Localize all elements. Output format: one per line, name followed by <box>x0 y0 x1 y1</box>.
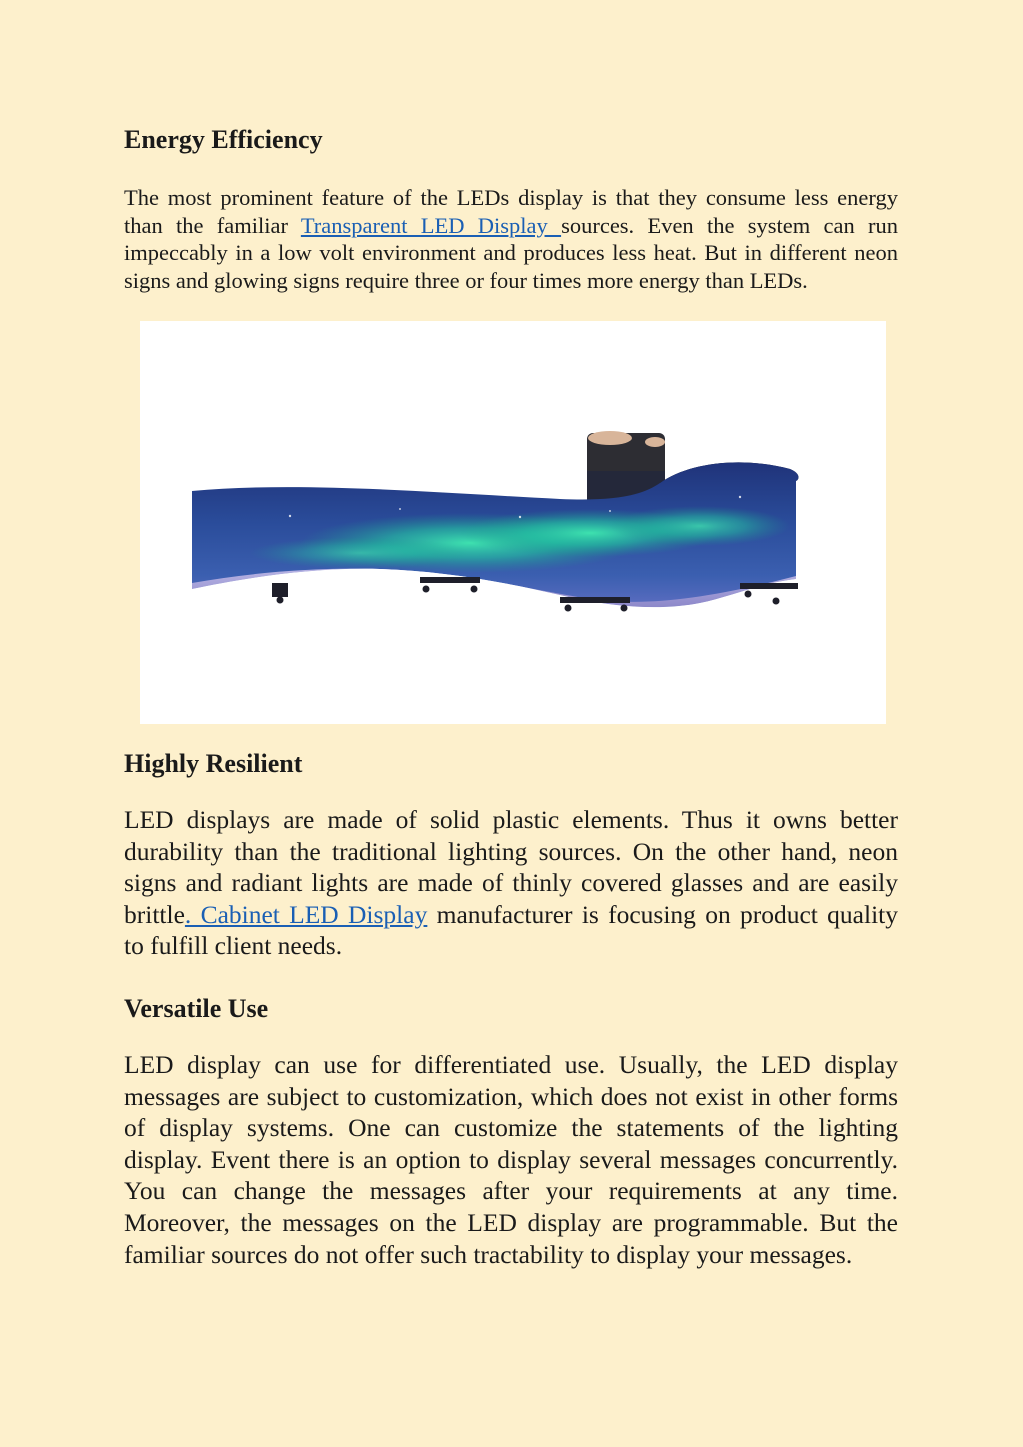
paragraph-energy-efficiency <box>124 184 898 294</box>
heading-versatile-use: Versatile Use <box>124 994 269 1023</box>
paragraph-energy-text-1: The most prominent feature of the LEDs display is that they consume less energy than the familiar <box>124 185 898 238</box>
paragraph-energy-text-2: sources. Even the system can run impeccably in a low volt environment and produces less heat. But in different neon signs and glowing signs require three or four times more energy than LEDs. <box>124 212 898 293</box>
heading-energy-efficiency: Energy Efficiency <box>124 125 323 154</box>
paragraph-highly-resilient <box>124 804 898 962</box>
heading-highly-resilient: Highly Resilient <box>124 749 303 778</box>
paragraph-resilient-text-1: LED displays are made of solid plastic elements. Thus it owns better durability than the traditional lighting sources. On the other hand, neon signs and radiant lights are made of thinly covered glasses and are easily brittle <box>124 805 898 929</box>
transparent-led-display-link[interactable]: Transparent LED Display <box>300 212 562 238</box>
flexible-led-screen-image <box>140 321 886 724</box>
paragraph-versatile-use: LED display can use for differentiated use. Usually, the LED display messages are subject to customization, which does not exist in other forms of display systems. One can customize the statements of the lighting display. Event there is an option to display several messages concurrently. You can change the messages after your requirements at any time. Moreover, the messages on the LED display are programmable. But the familiar sources do not offer such tractability to display your messages. <box>124 1050 898 1269</box>
cabinet-led-display-link[interactable]: . Cabinet LED Display <box>184 899 428 929</box>
paragraph-resilient-text-2: manufacturer is focusing on product quality to fulfill client needs. <box>124 899 898 961</box>
